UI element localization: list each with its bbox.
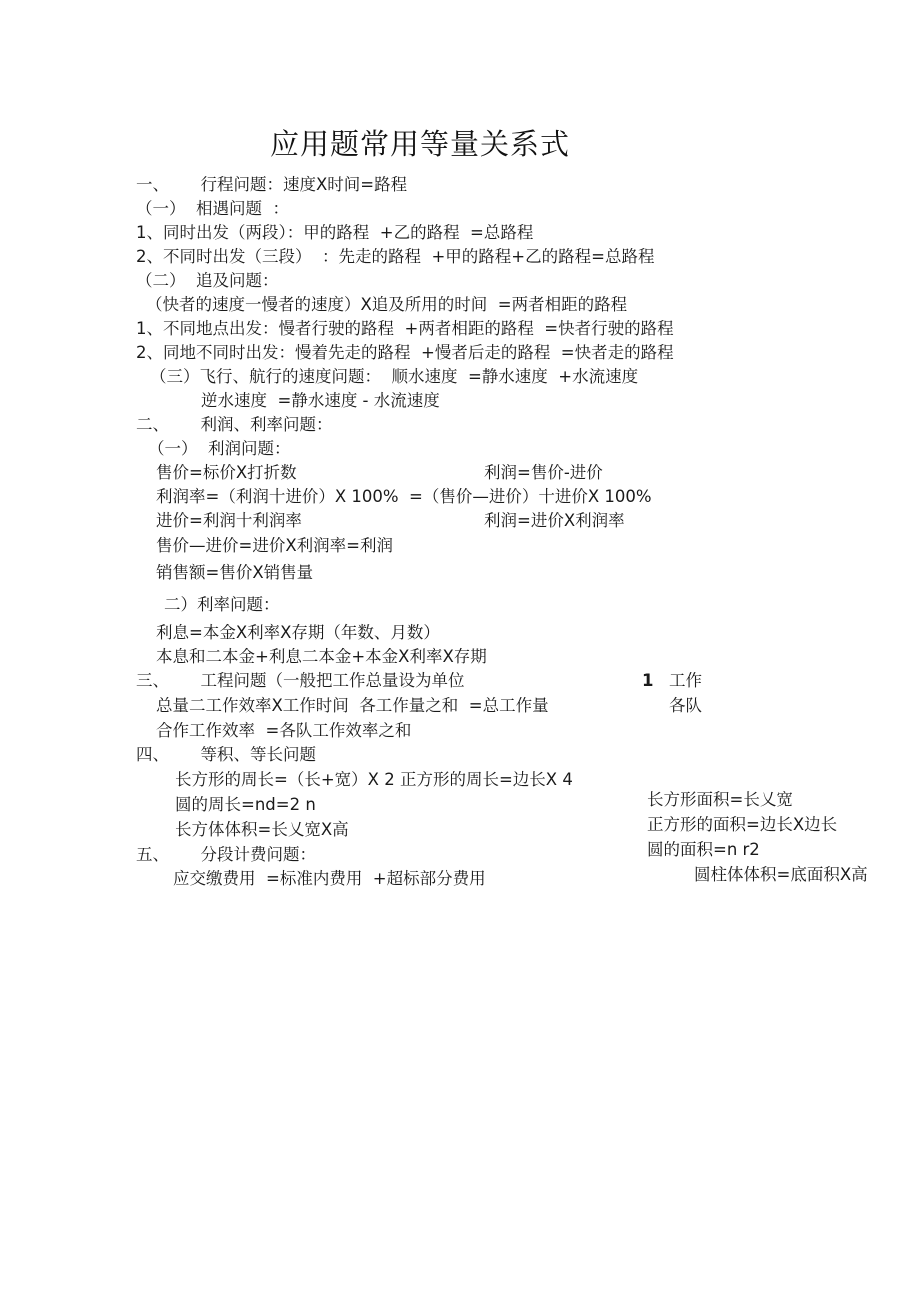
section-profit-heading: 二、 利润、利率问题： xyxy=(136,415,333,434)
formula-line: 利润=售价-进价 xyxy=(484,463,603,482)
section-travel-heading: 一、 行程问题：速度X时间=路程 xyxy=(136,175,408,194)
subsection-interest-heading: 二）利率问题： xyxy=(164,595,280,614)
formula-line: 销售额=售价X销售量 xyxy=(156,563,314,582)
formula-line: 2、不同时出发（三段） ：先走的路程 +甲的路程+乙的路程=总路程 xyxy=(136,247,655,266)
formula-line: 长方体体积=长乂宽X高 xyxy=(175,820,349,839)
section-work-heading: 三、 工程问题（一般把工作总量设为单位 xyxy=(136,671,465,690)
subsection-flight-heading: （三）飞行、航行的速度问题： 顺水速度 =静水速度 +水流速度 xyxy=(150,367,639,386)
subsection-profit-heading: （一） 利润问题： xyxy=(148,439,291,458)
formula-line: 1 xyxy=(642,671,654,690)
formula-line: 2、同地不同时出发：慢着先走的路程 +慢者后走的路程 =快者走的路程 xyxy=(136,343,674,362)
formula-line: 1、不同地点出发：慢者行驶的路程 +两者相距的路程 =快者行驶的路程 xyxy=(136,319,674,338)
formula-line: 进价=利润十利润率 xyxy=(156,511,302,530)
formula-line: 圆的面积=n r2 xyxy=(647,840,760,859)
formula-line: 1、同时出发（两段）：甲的路程 +乙的路程 =总路程 xyxy=(136,223,534,242)
formula-line: 合作工作效率 =各队工作效率之和 xyxy=(156,721,412,740)
document-title: 应用题常用等量关系式 xyxy=(269,127,570,161)
formula-line: 售价—进价=进价X利润率=利润 xyxy=(156,536,393,555)
formula-line: 逆水速度 =静水速度 - 水流速度 xyxy=(201,391,440,410)
formula-line: 圆柱体体积=底面积X高 xyxy=(694,865,868,884)
formula-line: 正方形的面积=边长X边长 xyxy=(647,815,838,834)
formula-line: 长方形面积=长乂宽 xyxy=(647,790,793,809)
subsection-meeting-heading: （一） 相遇问题 ： xyxy=(136,199,289,218)
formula-line: 圆的周长=nd=2 n xyxy=(175,795,316,814)
formula-line: 利息=本金X利率X存期（年数、月数） xyxy=(156,623,440,642)
formula-line: 应交缴费用 =标准内费用 +超标部分费用 xyxy=(173,869,486,888)
formula-line: 利润=进价X利润率 xyxy=(484,511,625,530)
formula-line: 总量二工作效率X工作时间 各工作量之和 =总工作量 xyxy=(156,696,549,715)
subsection-chase-heading: （二） 追及问题： xyxy=(136,271,279,290)
section-billing-heading: 五、 分段计费问题： xyxy=(136,845,316,864)
formula-line: 工作 xyxy=(669,671,702,690)
section-area-heading: 四、 等积、等长问题 xyxy=(136,745,316,764)
formula-line: 长方形的周长=（长+宽）X 2 正方形的周长=边长X 4 xyxy=(175,770,573,789)
formula-line: （快者的速度一慢者的速度）X追及所用的时间 =两者相距的路程 xyxy=(146,295,628,314)
formula-line: 利润率=（利润十进价）X 100% =（售价—进价）十进价X 100% xyxy=(156,487,652,506)
formula-line: 售价=标价X打折数 xyxy=(156,463,297,482)
formula-line: 本息和二本金+利息二本金+本金X利率X存期 xyxy=(156,647,487,666)
formula-line: 各队 xyxy=(669,696,702,715)
